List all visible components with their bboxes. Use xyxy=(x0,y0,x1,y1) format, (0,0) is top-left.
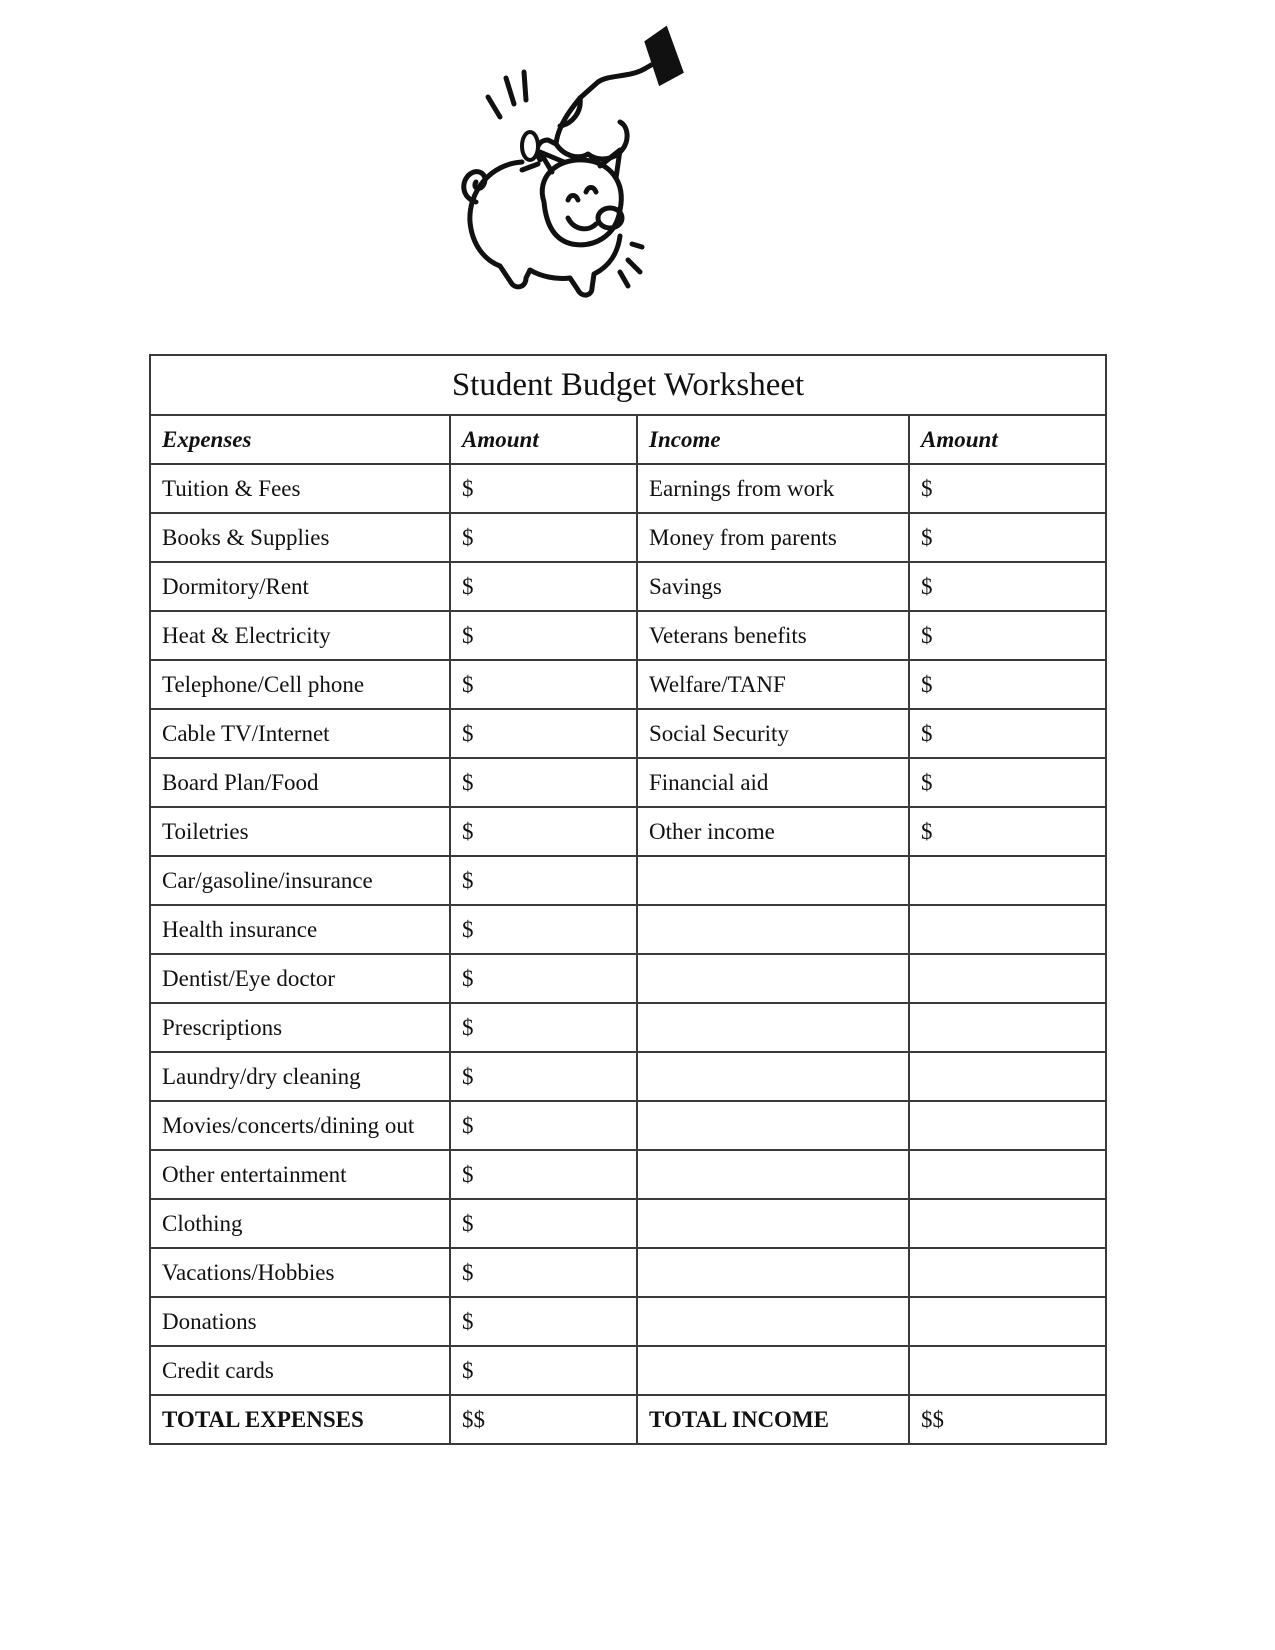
worksheet-title: Student Budget Worksheet xyxy=(150,355,1106,415)
income-label: Welfare/TANF xyxy=(637,660,909,709)
pig-eye xyxy=(586,188,596,193)
motion-line xyxy=(628,260,640,272)
expense-amount-field[interactable]: $ xyxy=(450,464,637,513)
income-amount-field[interactable] xyxy=(909,1346,1106,1395)
expense-amount-field[interactable]: $ xyxy=(450,660,637,709)
table-row xyxy=(150,954,1106,1003)
title-row xyxy=(150,355,1106,415)
worksheet-rows xyxy=(150,464,1106,1395)
motion-line xyxy=(620,272,628,286)
expense-amount-field[interactable]: $ xyxy=(450,1150,637,1199)
piggy-bank-illustration xyxy=(460,22,690,312)
income-label: Savings xyxy=(637,562,909,611)
income-label xyxy=(637,1248,909,1297)
expense-label: Books & Supplies xyxy=(150,513,450,562)
table-row xyxy=(150,709,1106,758)
income-amount-field[interactable] xyxy=(909,1101,1106,1150)
expense-label: Other entertainment xyxy=(150,1150,450,1199)
coin-icon xyxy=(522,132,538,160)
table-row xyxy=(150,513,1106,562)
income-amount-field[interactable]: $ xyxy=(909,464,1106,513)
income-amount-field[interactable] xyxy=(909,1052,1106,1101)
expense-amount-field[interactable]: $ xyxy=(450,611,637,660)
expense-label: Cable TV/Internet xyxy=(150,709,450,758)
expense-amount-field[interactable]: $ xyxy=(450,562,637,611)
income-label xyxy=(637,905,909,954)
expense-label: Tuition & Fees xyxy=(150,464,450,513)
table-row xyxy=(150,562,1106,611)
income-amount-field[interactable] xyxy=(909,1003,1106,1052)
income-amount-field[interactable] xyxy=(909,856,1106,905)
header-row xyxy=(150,415,1106,464)
hand-fingers xyxy=(556,122,627,159)
income-amount-field[interactable] xyxy=(909,954,1106,1003)
expense-amount-field[interactable]: $ xyxy=(450,1101,637,1150)
pig-eye xyxy=(568,196,578,201)
expense-amount-field[interactable]: $ xyxy=(450,1248,637,1297)
income-label xyxy=(637,954,909,1003)
expense-amount-field[interactable]: $ xyxy=(450,1003,637,1052)
expense-label: Clothing xyxy=(150,1199,450,1248)
income-label: Earnings from work xyxy=(637,464,909,513)
expense-amount-field[interactable]: $ xyxy=(450,1052,637,1101)
motion-line xyxy=(632,244,642,247)
totals-row xyxy=(150,1395,1106,1444)
budget-worksheet-table xyxy=(149,354,1107,1445)
expense-label: Credit cards xyxy=(150,1346,450,1395)
income-amount-field[interactable]: $ xyxy=(909,709,1106,758)
motion-line xyxy=(506,78,514,104)
table-row xyxy=(150,1297,1106,1346)
income-label xyxy=(637,1101,909,1150)
table-row xyxy=(150,464,1106,513)
income-amount-field[interactable]: $ xyxy=(909,807,1106,856)
income-amount-field[interactable]: $ xyxy=(909,611,1106,660)
expense-amount-field[interactable]: $ xyxy=(450,856,637,905)
table-row xyxy=(150,758,1106,807)
expense-label: Movies/concerts/dining out xyxy=(150,1101,450,1150)
expenses-header: Expenses xyxy=(150,415,450,464)
table-row xyxy=(150,1248,1106,1297)
income-amount-field[interactable]: $ xyxy=(909,660,1106,709)
income-label: Other income xyxy=(637,807,909,856)
total-income-label: TOTAL INCOME xyxy=(637,1395,909,1444)
expense-amount-field[interactable]: $ xyxy=(450,1346,637,1395)
expense-label: Car/gasoline/insurance xyxy=(150,856,450,905)
table-row xyxy=(150,1101,1106,1150)
income-amount-field[interactable] xyxy=(909,905,1106,954)
expense-amount-field[interactable]: $ xyxy=(450,709,637,758)
income-amount-field[interactable]: $ xyxy=(909,562,1106,611)
table-row xyxy=(150,1150,1106,1199)
pig-ear xyxy=(540,152,564,172)
income-label xyxy=(637,1199,909,1248)
table-row xyxy=(150,1052,1106,1101)
total-expenses-label: TOTAL EXPENSES xyxy=(150,1395,450,1444)
table-row xyxy=(150,1346,1106,1395)
motion-line xyxy=(488,97,500,117)
expense-amount-field[interactable]: $ xyxy=(450,1199,637,1248)
expense-amount-header: Amount xyxy=(450,415,637,464)
table-row xyxy=(150,856,1106,905)
expense-label: Telephone/Cell phone xyxy=(150,660,450,709)
income-label xyxy=(637,1052,909,1101)
income-label: Social Security xyxy=(637,709,909,758)
expense-amount-field[interactable]: $ xyxy=(450,807,637,856)
income-label xyxy=(637,1346,909,1395)
income-label xyxy=(637,1150,909,1199)
income-label: Money from parents xyxy=(637,513,909,562)
expense-label: Dentist/Eye doctor xyxy=(150,954,450,1003)
table-row xyxy=(150,905,1106,954)
income-label xyxy=(637,1297,909,1346)
total-expenses-amount[interactable]: $$ xyxy=(450,1395,637,1444)
sleeve-cuff xyxy=(646,28,682,84)
table-row xyxy=(150,1199,1106,1248)
income-label xyxy=(637,1003,909,1052)
total-income-amount[interactable]: $$ xyxy=(909,1395,1106,1444)
income-label xyxy=(637,856,909,905)
expense-label: Laundry/dry cleaning xyxy=(150,1052,450,1101)
expense-label: Toiletries xyxy=(150,807,450,856)
expense-label: Board Plan/Food xyxy=(150,758,450,807)
income-amount-field[interactable] xyxy=(909,1297,1106,1346)
income-header: Income xyxy=(637,415,909,464)
expense-label: Health insurance xyxy=(150,905,450,954)
expense-label: Donations xyxy=(150,1297,450,1346)
coin-slot xyxy=(522,164,538,170)
pig-smile xyxy=(568,218,596,229)
income-amount-field[interactable]: $ xyxy=(909,758,1106,807)
income-label: Veterans benefits xyxy=(637,611,909,660)
expense-amount-field[interactable]: $ xyxy=(450,1297,637,1346)
income-amount-field[interactable] xyxy=(909,1248,1106,1297)
table-row xyxy=(150,660,1106,709)
motion-line xyxy=(524,72,526,100)
expense-label: Prescriptions xyxy=(150,1003,450,1052)
income-amount-header: Amount xyxy=(909,415,1106,464)
expense-amount-field[interactable]: $ xyxy=(450,513,637,562)
expense-label: Vacations/Hobbies xyxy=(150,1248,450,1297)
expense-label: Heat & Electricity xyxy=(150,611,450,660)
table-row xyxy=(150,807,1106,856)
table-row xyxy=(150,1003,1106,1052)
income-amount-field[interactable] xyxy=(909,1199,1106,1248)
income-amount-field[interactable]: $ xyxy=(909,513,1106,562)
expense-amount-field[interactable]: $ xyxy=(450,954,637,1003)
expense-amount-field[interactable]: $ xyxy=(450,905,637,954)
income-label: Financial aid xyxy=(637,758,909,807)
income-amount-field[interactable] xyxy=(909,1150,1106,1199)
table-row xyxy=(150,611,1106,660)
expense-label: Dormitory/Rent xyxy=(150,562,450,611)
expense-amount-field[interactable]: $ xyxy=(450,758,637,807)
